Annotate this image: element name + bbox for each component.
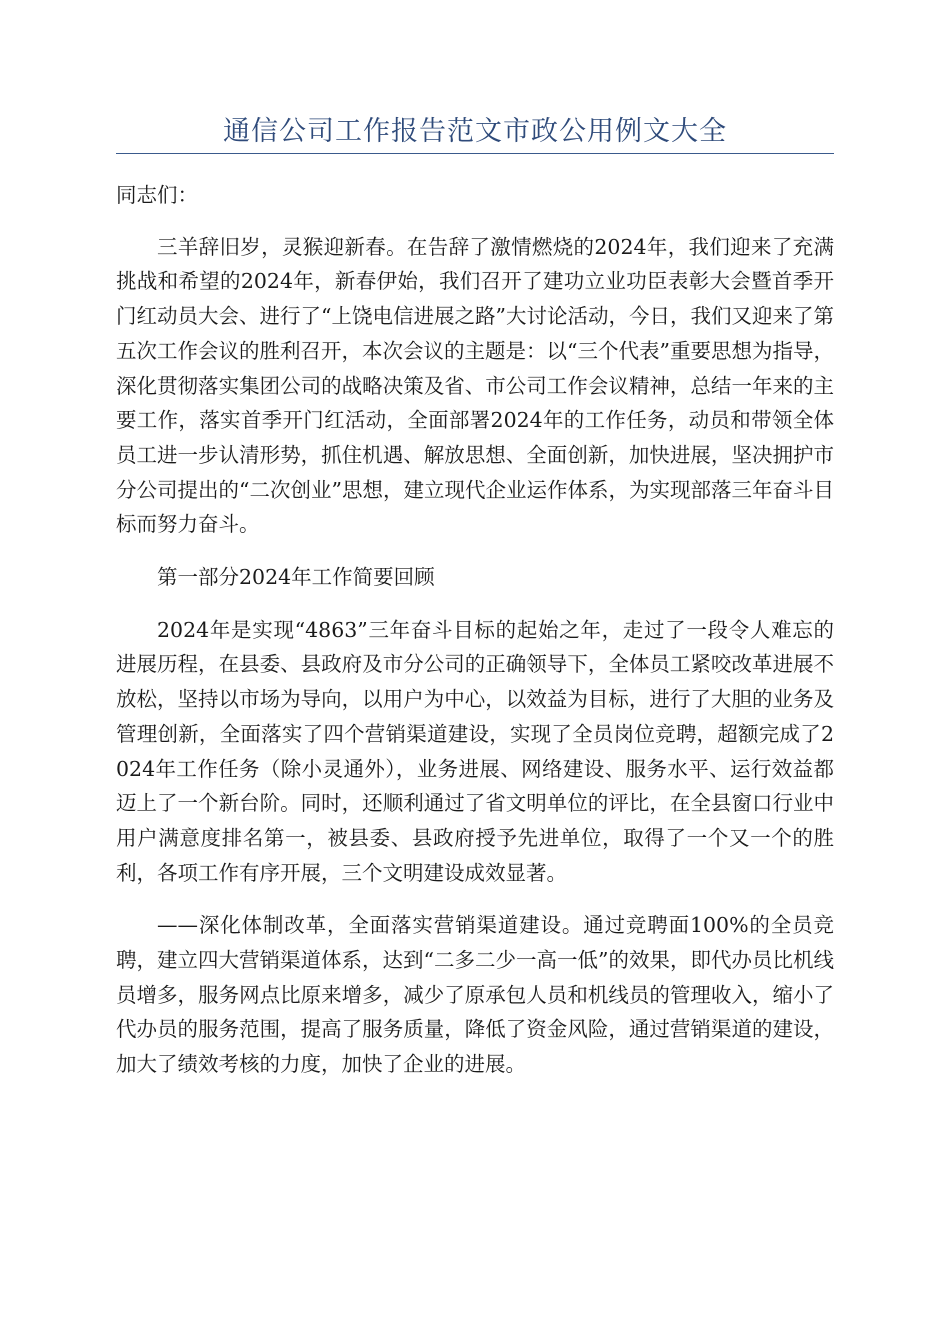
title-underline [116, 153, 834, 154]
document-title: 通信公司工作报告范文市政公用例文大全 [223, 116, 727, 147]
paragraph-review: 2024年是实现“4863”三年奋斗目标的起始之年，走过了一段令人难忘的进展历程，在县委、县政府及市分公司的正确领导下，全体员工紧咬改革进展不放松，坚持以市场为导向，以用户为中心，以效益为目标，进行了大胆的业务及管理创新，全面落实了四个营销渠道建设，实现了全员岗位竞聘，超额完成了2024年工作任务（除小灵通外），业务进展、网络建设、服务水平、运行效益都迈上了一个新台阶。同时，还顺利通过了省文明单位的评比，在全县窗口行业中用户满意度排名第一，被县委、县政府授予先进单位，取得了一个又一个的胜利，各项工作有序开展，三个文明建设成效显著。 [116, 617, 834, 885]
paragraph-opening: 三羊辞旧岁，灵猴迎新春。在告辞了激情燃烧的2024年，我们迎来了充满挑战和希望的2024年，新春伊始，我们召开了建功立业功臣表彰大会暨首季开门红动员大会、进行了“上饶电信进展之路”大讨论活动，今日，我们又迎来了第五次工作会议的胜利召开，本次会议的主题是：以“三个代表”重要思想为指导，深化贯彻落实集团公司的战略决策及省、市公司工作会议精神，总结一年来的主要工作，落实首季开门红活动，全面部署2024年的工作任务，动员和带领全体员工进一步认清形势，抓住机遇、解放思想、全面创新，加快进展，坚决拥护市分公司提出的“二次创业”思想，建立现代企业运作体系，为实现部落三年奋斗目标而努力奋斗。 [116, 234, 834, 537]
document-body [116, 178, 834, 1100]
section-heading: 第一部分2024年工作简要回顾 [157, 565, 435, 590]
salutation: 同志们： [116, 183, 198, 207]
paragraph-reform: ——深化体制改革，全面落实营销渠道建设。通过竞聘面100%的全员竞聘，建立四大营销渠道体系，达到“二多二少一高一低”的效果，即代办员比机线员增多，服务网点比原来增多，减少了原承包人员和机线员的管理收入，缩小了代办员的服务范围，提高了服务质量，降低了资金风险，通过营销渠道的建设，加大了绩效考核的力度，加快了企业的进展。 [116, 913, 834, 1077]
